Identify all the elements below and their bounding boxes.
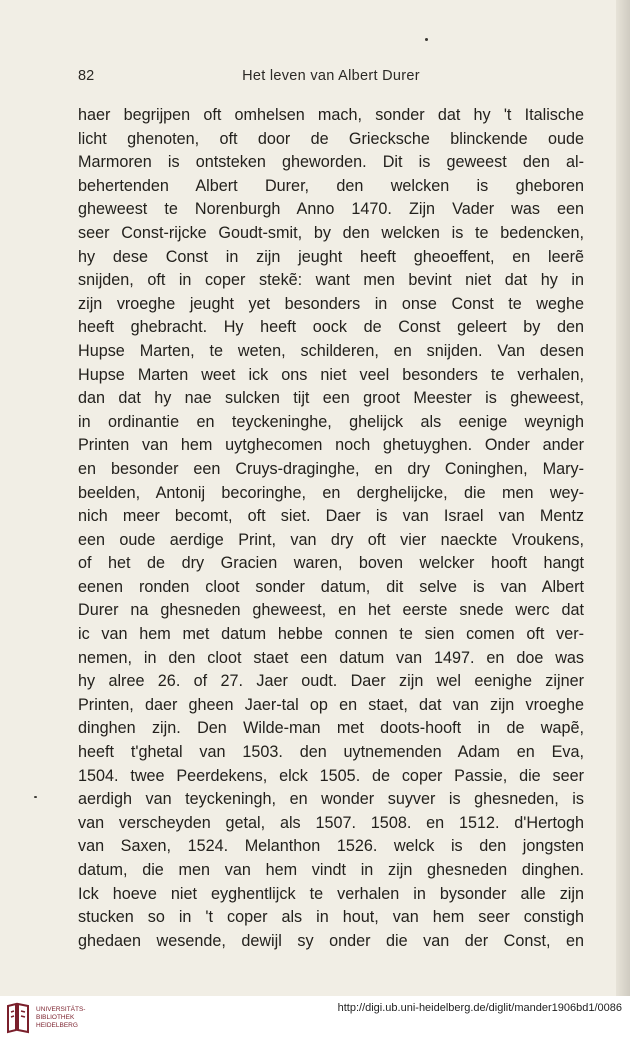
text-line: Ick hoeve niet eyghentlijck te verhalen in bysonder alle zijn <box>78 884 584 903</box>
text-line: snijden, oft in coper stekẽ: want men bevint niet dat hy in <box>78 271 584 290</box>
library-name-line: BIBLIOTHEK <box>36 1014 75 1021</box>
text-line: aerdigh van teyckeningh, en wonder suyver is ghesneden, is <box>78 790 584 809</box>
library-logo-icon <box>6 1002 30 1034</box>
text-line: ic van hem met datum hebbe connen te sien comen oft ver- <box>78 625 584 644</box>
text-line: hy alree 26. of 27. Jaer oudt. Daer zijn wel eenighe zijner <box>78 672 584 691</box>
text-line: behertenden Albert Durer, den welcken is gheboren <box>78 176 584 195</box>
library-name <box>36 1006 85 1030</box>
body-text <box>78 104 584 953</box>
text-line: Durer na ghesneden gheweest, en het eerste snede werc dat <box>78 601 584 620</box>
text-line: seer Const-rijcke Goudt-smit, by den welcken is te bedencken, <box>78 223 584 242</box>
text-line: gheweest te Norenburgh Anno 1470. Zijn Vader was een <box>78 200 584 219</box>
text-line: van Saxen, 1524. Melanthon 1526. welck is den jongsten <box>78 837 584 856</box>
text-line: heeft ghebracht. Hy heeft oock de Const geleert by den <box>78 318 584 337</box>
ink-speck <box>34 796 37 798</box>
page-number: 82 <box>78 68 95 84</box>
ink-speck <box>425 38 428 41</box>
text-line: stucken so in 't coper als in hout, van hem seer constigh <box>78 908 584 927</box>
text-line: nich meer becomt, oft siet. Daer is van Israel van Mentz <box>78 507 584 526</box>
text-line: Hupse Marten weet ick ons niet veel besonders te verhalen, <box>78 365 584 384</box>
text-line: dinghen zijn. Den Wilde-man met doots-hooft in de wapẽ, <box>78 719 584 738</box>
text-line: Marmoren is ontsteken gheworden. Dit is geweest den al- <box>78 153 584 172</box>
text-line: licht ghenoten, oft door de Griecksche blinckende oude <box>78 129 584 148</box>
running-title: Het leven van Albert Durer <box>242 68 420 84</box>
text-line: en besonder een Cruys-draginghe, en dry Coninghen, Mary- <box>78 459 584 478</box>
text-line: in ordinantie en teyckeninghe, ghelijck als eenige weynigh <box>78 412 584 431</box>
text-line: nemen, in den cloot staet een datum van 1497. en doe was <box>78 648 584 667</box>
text-line: Printen van hem uytghecomen noch ghetuyghen. Onder ander <box>78 436 584 455</box>
footer-bar <box>0 996 630 1041</box>
text-line: haer begrijpen oft omhelsen mach, sonder dat hy 't Italische <box>78 106 584 124</box>
source-url[interactable]: http://digi.ub.uni-heidelberg.de/diglit/mander1906bd1/0086 <box>337 1002 622 1014</box>
page-edge-shadow <box>616 0 630 996</box>
text-line: 1504. twee Peerdekens, elck 1505. de coper Passie, die seer <box>78 766 584 785</box>
text-line: beelden, Antonij becoringhe, en derghelijcke, die men wey- <box>78 483 584 502</box>
library-name-line: UNIVERSITÄTS- <box>36 1006 86 1013</box>
text-line: ghedaen wesende, dewijl sy onder die van der Const, en <box>78 931 584 950</box>
text-line: een oude aerdige Print, van dry oft vier naeckte Vroukens, <box>78 530 584 549</box>
text-line: Printen, daer gheen Jaer-tal op en staet, dat van zijn vroeghe <box>78 695 584 714</box>
page-header <box>78 68 584 90</box>
text-line: zijn vroeghe jeught yet besonders in onse Const te weghe <box>78 294 584 313</box>
text-line: heeft t'ghetal van 1503. den uytnemenden Adam en Eva, <box>78 743 584 762</box>
library-name-line: HEIDELBERG <box>36 1022 78 1029</box>
text-line: datum, die men van hem vindt in zijn ghesneden dinghen. <box>78 861 584 879</box>
text-line: Hupse Marten, te weten, schilderen, en snijden. Van desen <box>78 341 584 360</box>
text-line: of het de dry Gracien waren, boven welcker hooft hangt <box>78 554 584 573</box>
text-line: hy dese Const in zijn jeught heeft gheoeffent, en leerẽ <box>78 247 584 266</box>
text-line: eenen ronden cloot sonder datum, dit selve is van Albert <box>78 577 584 596</box>
text-line: van verscheyden getal, als 1507. 1508. en 1512. d'Hertogh <box>78 813 584 832</box>
text-line: dan dat hy nae sulcken tijt een groot Meester is gheweest, <box>78 389 584 408</box>
